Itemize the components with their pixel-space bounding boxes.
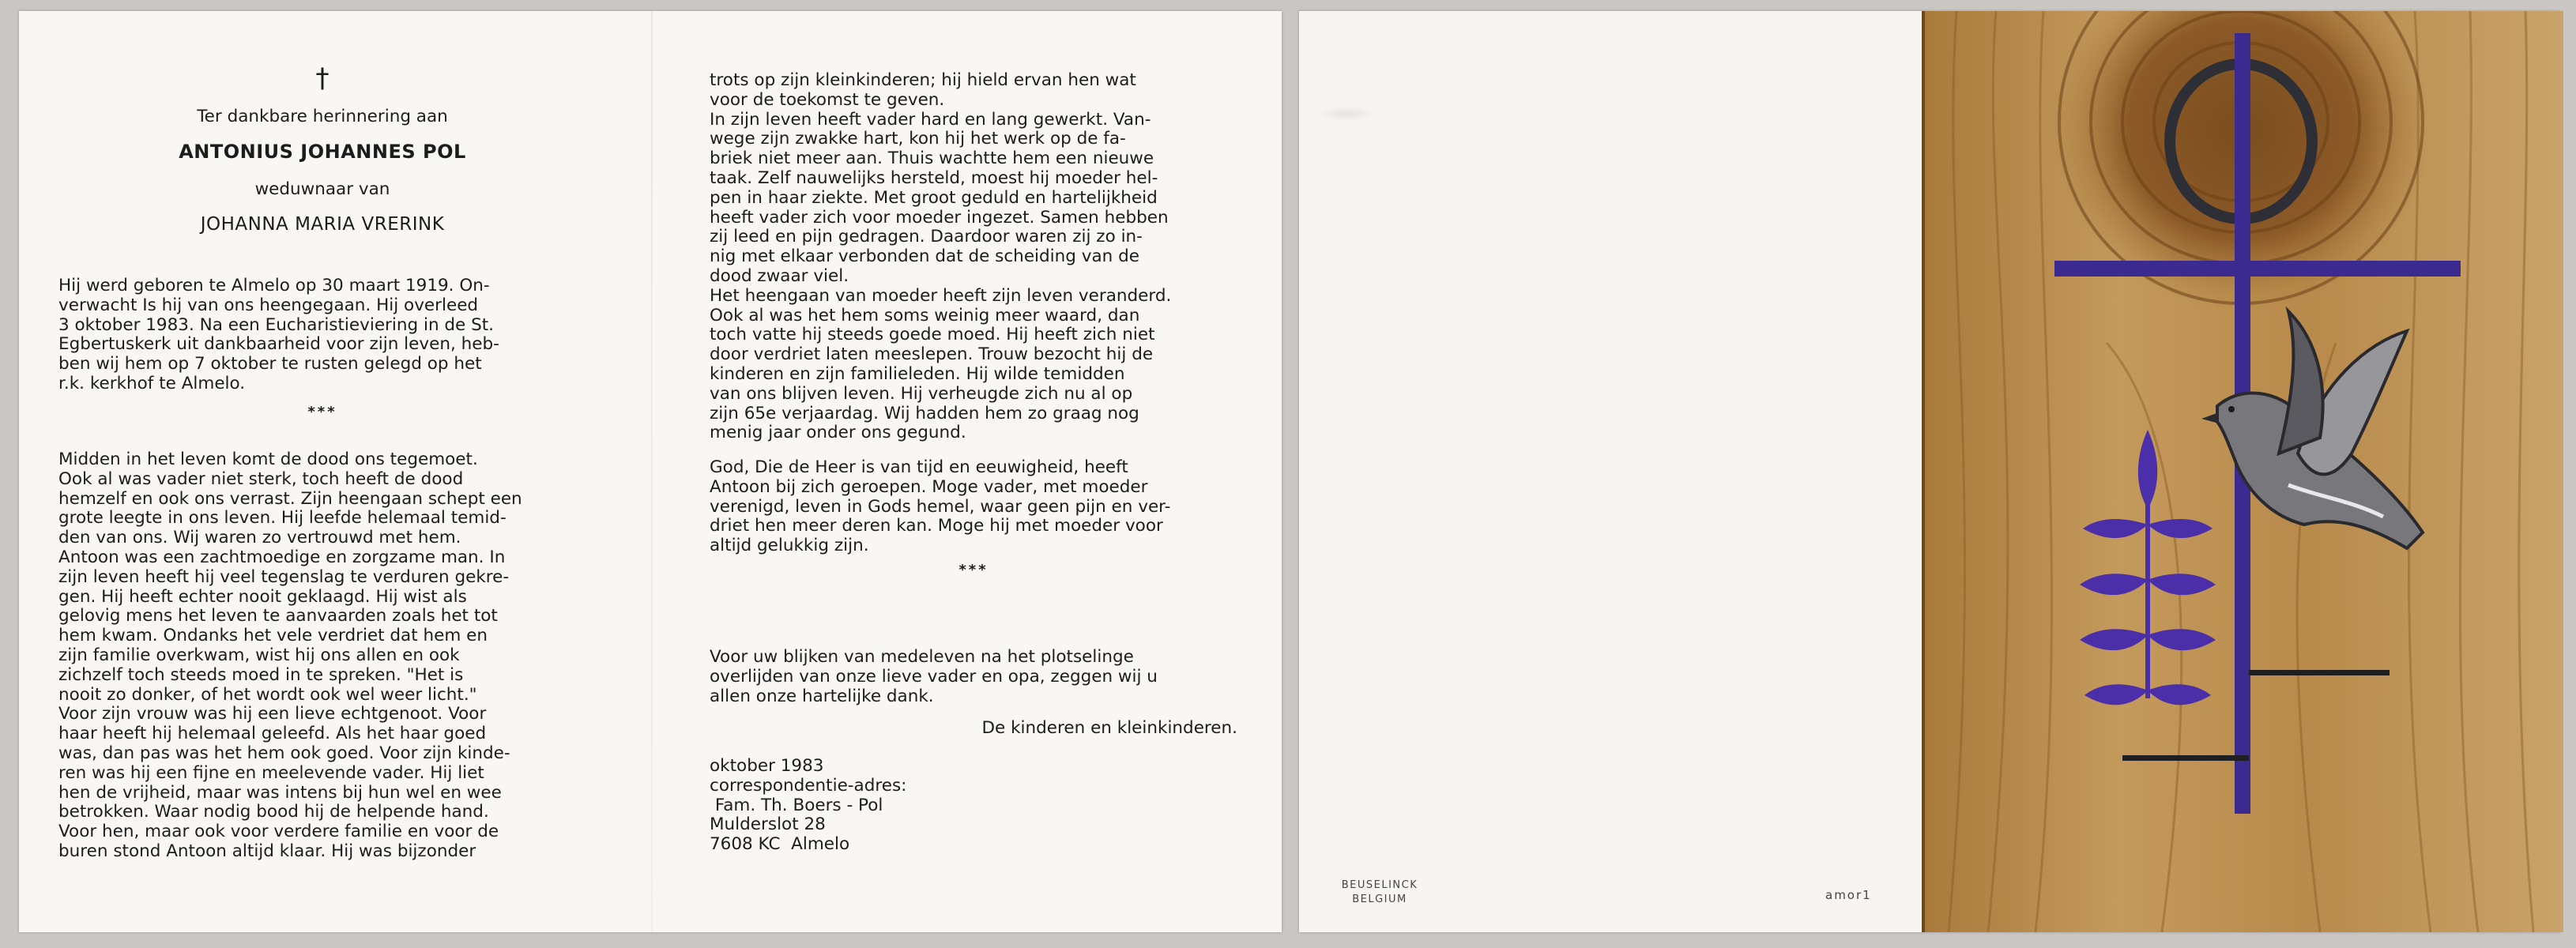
text-line: 3 oktober 1983. Na een Eucharistieviering in de St. [58,314,495,335]
dedication-line: Ter dankbare herinnering aan [197,107,448,126]
text-line: gen. Hij heeft echter nooit geklaagd. Hij wist als [58,586,467,607]
text-line: zijn familie overkwam, wist hij ons allen en ook [58,645,460,665]
text-line: hen de vrijheid, maar was intens bij hun wel en wee [58,782,502,803]
text-line: hem kwam. Ondanks het vele verdriet dat hem en [58,626,488,646]
text-line: Antoon was een zachtmoedige en zorgzame man. In [58,547,506,567]
text-line: Ook al was vader niet sterk, toch heeft de dood [58,468,464,489]
text-line: trots op zijn kleinkinderen; hij hield ervan hen wat [710,70,1136,90]
cover-artwork [1925,11,2563,932]
text-line: buren stond Antoon altijd klaar. Hij was bijzonder [58,841,476,861]
text-line: hemzelf en ook ons verrast. Zijn heengaan schept een [58,488,522,509]
text-line: briek niet meer aan. Thuis wachtte hem een nieuwe [710,149,1154,169]
text-line: Ook al was het hem soms weinig meer waard, dan [710,305,1140,325]
text-line: zij leed en pijn gedragen. Daardoor waren zij zo in- [710,227,1143,247]
relation-line: weduwnaar van [254,179,390,199]
text-line: heeft vader zich voor moeder ingezet. Samen hebben [710,207,1169,228]
text-line: toch vatte hij steeds goede moed. Hij heeft zich niet [710,325,1155,345]
spouse-name: JOHANNA MARIA VRERINK [200,214,445,235]
text-line: taak. Zelf nauwelijks hersteld, moest hij moeder hel- [710,167,1158,188]
text-line: Voor zijn vrouw was hij een lieve echtgenoot. Voor [58,704,487,724]
text-line: was, dan pas was het hem ook goed. Voor zijn kinde- [58,743,510,763]
address-line: Mulderslot 28 [710,814,826,835]
text-line: van ons blijven leven. Hij verheugde zich nu al op [710,383,1133,404]
card-cover-spread [1299,11,2560,932]
text-line: kinderen en zijn familieleden. Hij wilde temidden [710,363,1125,384]
publisher-imprint [1332,878,1427,907]
card-inner-spread [19,11,1282,932]
wood-illustration [1922,11,2563,932]
text-line: altijd gelukkig zijn. [710,536,869,556]
text-line: door verdriet laten meeslepen. Trouw bezocht hij de [710,344,1154,365]
publisher-line: BELGIUM [1352,893,1407,905]
text-line: zijn 65e verjaardag. Wij hadden hem zo graag nog [710,403,1139,423]
address-line: 7608 KC Almelo [710,834,850,855]
text-line: verwacht Is hij van ons heengegaan. Hij overleed [58,295,479,315]
deceased-name: ANTONIUS JOHANNES POL [179,141,466,163]
thanks-paragraph [710,648,1237,706]
text-line: wege zijn zwakke hart, kon hij het werk op de fa- [710,129,1126,149]
text-line: haar heeft hij helemaal geleefd. Als het haar goed [58,724,487,744]
text-line: God, Die de Heer is van tijd en eeuwigheid, heeft [710,457,1128,477]
text-line: allen onze hartelijke dank. [710,686,934,706]
text-line: betrokken. Waar nodig bood hij de helpende hand. [58,802,489,822]
scan-mark [1315,106,1378,122]
text-line: Voor uw blijken van medeleven na het plotselinge [710,647,1134,667]
text-line: ben wij hem op 7 oktober te rusten gelegd op het [58,354,482,374]
text-line: driet hen meer deren kan. Moge hij met moeder voor [710,516,1163,536]
text-line: gelovig mens het leven te aanvaarden zoals het tot [58,606,498,626]
address-line: correspondentie-adres: [710,775,907,796]
text-line: Midden in het leven komt de dood ons tegemoet. [58,450,478,469]
biography-paragraph [58,276,586,394]
text-line: den van ons. Wij waren zo vertrouwd met hem. [58,528,461,548]
text-line: overlijden van onze lieve vader en opa, zeggen wij u [710,666,1158,687]
ground-line-left [2122,755,2249,761]
card-code: amor1 [1825,888,1872,902]
text-line: nooit zo donker, of het wordt ook wel weer licht." [58,684,477,705]
text-line: zijn leven heeft hij veel tegenslag te verduren gekre- [58,566,510,587]
text-line: nig met elkaar verbonden dat de scheiding van de [710,246,1139,267]
ground-line-right [2249,670,2390,675]
text-line: Het heengaan van moeder heeft zijn leven veranderd. [710,285,1172,306]
address-line: oktober 1983 [710,756,824,776]
text-line: verenigd, leven in Gods hemel, waar geen pijn en ver- [710,496,1171,517]
text-line: Hij werd geboren te Almelo op 30 maart 1919. On- [58,276,490,295]
text-line: menig jaar onder ons gegund. [710,423,966,443]
text-line: Antoon bij zich geroepen. Moge vader, met moeder [710,476,1148,497]
text-line: In zijn leven heeft vader hard en lang gewerkt. Van- [710,109,1151,130]
text-line: pen in haar ziekte. Met groot geduld en hartelijkheid [710,187,1158,208]
text-line: grote leegte in ons leven. Hij leefde helemaal temid- [58,508,507,529]
life-paragraph [710,71,1237,443]
text-line: Egbertuskerk uit dankbaarheid voor zijn leven, heb- [58,334,499,355]
prayer-paragraph [710,458,1237,556]
fold-line [651,11,653,932]
separator: *** [307,404,337,420]
text-line: dood zwaar viel. [710,265,849,286]
publisher-line: BEUSELINCK [1341,879,1418,891]
separator-2: *** [958,562,989,578]
address-line: Fam. Th. Boers - Pol [710,795,883,815]
remembrance-paragraph [58,450,586,862]
correspondence-address [710,757,1237,855]
cross-horizontal [2054,261,2461,276]
text-line: voor de toekomst te geven. [710,89,945,110]
signature: De kinderen en kleinkinderen. [981,718,1237,738]
text-line: Voor hen, maar ook voor verdere familie en voor de [58,822,499,842]
cross-symbol-icon: † [315,62,330,94]
text-line: zichzelf toch steeds moed in te spreken. "Het is [58,664,464,685]
text-line: ren was hij een fijne en meelevende vader. Hij liet [58,762,484,783]
text-line: r.k. kerkhof te Almelo. [58,373,246,393]
